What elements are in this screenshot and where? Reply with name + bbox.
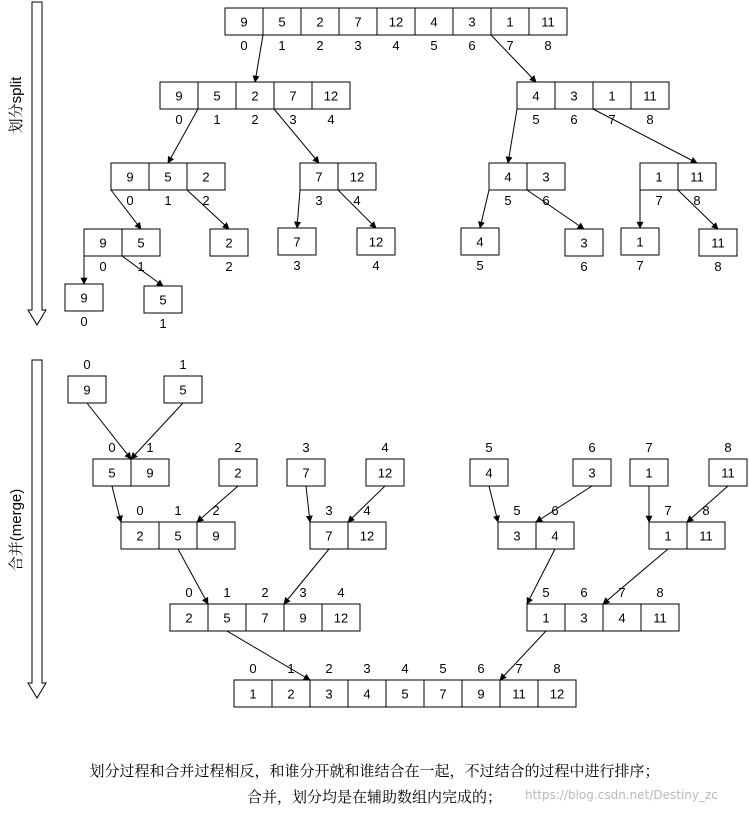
cell-value: 3	[588, 465, 596, 481]
arrow-line	[527, 190, 584, 229]
caption-line-2: 合并，划分均是在辅助数组内完成的；	[246, 788, 502, 806]
cell-index: 7	[636, 258, 644, 273]
cell-index: 4	[327, 112, 335, 127]
cell-value: 9	[80, 290, 88, 306]
cell-index: 5	[542, 585, 550, 600]
cell-value: 7	[293, 234, 301, 250]
cell-value: 5	[278, 14, 286, 30]
merge-direction-arrow	[28, 360, 46, 698]
split-array-9	[278, 228, 316, 273]
cell-value: 1	[542, 610, 550, 626]
split-array-3	[111, 163, 225, 208]
cell-index: 6	[542, 193, 550, 208]
split-array-11	[461, 228, 499, 273]
caption-line-1: 划分过程和合并过程相反，和谁分开就和谁结合在一起，不过结合的过程中进行排序；	[89, 762, 660, 780]
arrow-line	[306, 486, 310, 522]
cell-index: 7	[645, 440, 653, 455]
merge-array-12	[498, 503, 574, 549]
split-array-15	[65, 284, 103, 329]
cell-value: 4	[430, 14, 438, 30]
cell-index: 8	[544, 38, 552, 53]
cell-index: 2	[234, 440, 242, 455]
cell-index: 8	[646, 112, 654, 127]
cell-index: 5	[513, 503, 521, 518]
cell-index: 8	[693, 193, 701, 208]
cell-value: 2	[287, 686, 295, 702]
cell-value: 7	[261, 610, 269, 626]
cell-index: 8	[553, 661, 561, 676]
cell-index: 0	[99, 259, 107, 274]
cell-value: 7	[354, 14, 362, 30]
cell-index: 6	[580, 259, 588, 274]
cell-value: 2	[316, 14, 324, 30]
cell-index: 1	[287, 661, 295, 676]
cell-value: 3	[570, 88, 578, 104]
cell-value: 1	[664, 528, 672, 544]
cell-value: 5	[174, 528, 182, 544]
cell-index: 1	[164, 193, 172, 208]
arrow-line	[168, 109, 198, 163]
merge-array-16	[234, 661, 576, 707]
cell-value: 1	[645, 465, 653, 481]
cell-value: 9	[146, 465, 154, 481]
cell-index: 0	[83, 357, 91, 372]
cell-value: 4	[551, 528, 559, 544]
cell-index: 6	[477, 661, 485, 676]
cell-index: 2	[251, 112, 259, 127]
merge-label: 合并(merge)	[7, 488, 25, 572]
cell-index: 4	[381, 440, 389, 455]
cell-index: 5	[532, 112, 540, 127]
cell-index: 2	[325, 661, 333, 676]
cell-value: 3	[580, 610, 588, 626]
split-array-12	[565, 229, 603, 274]
merge-array-13	[649, 503, 725, 549]
split-array-2	[517, 82, 669, 127]
cell-value: 5	[213, 88, 221, 104]
cell-index: 7	[506, 38, 514, 53]
cell-index: 3	[354, 38, 362, 53]
cell-value: 7	[302, 465, 310, 481]
merge-array-15	[527, 585, 679, 631]
arrow-line	[297, 190, 300, 228]
cell-index: 1	[179, 357, 187, 372]
cell-value: 12	[323, 88, 339, 104]
cell-value: 2	[185, 610, 193, 626]
cell-index: 0	[240, 38, 248, 53]
cell-index: 6	[468, 38, 476, 53]
split-array-16	[144, 286, 182, 331]
cell-value: 3	[325, 686, 333, 702]
cell-value: 5	[179, 382, 187, 398]
split-direction-arrow	[28, 2, 46, 325]
cell-index: 8	[724, 440, 732, 455]
arrow-line	[131, 403, 183, 459]
cell-index: 2	[202, 193, 210, 208]
cell-value: 7	[325, 528, 333, 544]
cell-value: 11	[721, 465, 735, 481]
merge-array-14	[170, 585, 360, 631]
cell-index: 3	[315, 193, 323, 208]
cell-value: 7	[315, 169, 323, 185]
cell-index: 1	[137, 259, 145, 274]
cell-index: 0	[136, 503, 144, 518]
cell-value: 11	[643, 88, 657, 104]
cell-value: 2	[234, 465, 242, 481]
cell-value: 9	[99, 235, 107, 251]
arrow-line	[489, 486, 498, 522]
merge-array-11	[310, 503, 386, 549]
cell-index: 5	[439, 661, 447, 676]
arrow-line	[508, 109, 517, 163]
cell-value: 12	[333, 610, 349, 626]
cell-index: 8	[702, 503, 710, 518]
cell-index: 4	[337, 585, 345, 600]
cell-index: 4	[353, 193, 361, 208]
watermark: https://blog.csdn.net/Destiny_zc	[525, 788, 718, 802]
cell-value: 4	[476, 234, 484, 250]
cell-index: 1	[146, 440, 154, 455]
split-array-8	[210, 229, 248, 274]
arrow-line	[112, 486, 121, 522]
cell-index: 1	[159, 316, 167, 331]
cell-value: 5	[401, 686, 409, 702]
merge-array-8	[630, 440, 668, 486]
cell-index: 6	[570, 112, 578, 127]
cell-value: 9	[83, 382, 91, 398]
cell-index: 5	[485, 440, 493, 455]
split-array-5	[489, 163, 565, 208]
cell-index: 7	[515, 661, 523, 676]
cell-index: 0	[185, 585, 193, 600]
cell-value: 11	[653, 610, 667, 626]
cell-value: 12	[349, 169, 365, 185]
cell-index: 1	[213, 112, 221, 127]
arrow-line	[227, 631, 310, 680]
cell-index: 7	[664, 503, 672, 518]
merge-array-4	[287, 440, 325, 486]
cell-value: 1	[506, 14, 514, 30]
cell-value: 2	[136, 528, 144, 544]
cell-value: 9	[126, 169, 134, 185]
cell-index: 0	[175, 112, 183, 127]
cell-value: 5	[159, 292, 167, 308]
cell-value: 3	[513, 528, 521, 544]
cell-value: 7	[439, 686, 447, 702]
arrow-line	[500, 631, 546, 680]
cell-value: 12	[368, 234, 384, 250]
cell-index: 6	[551, 503, 559, 518]
cell-index: 3	[302, 440, 310, 455]
merge-array-6	[470, 440, 508, 486]
cell-value: 12	[359, 528, 375, 544]
cell-value: 1	[636, 234, 644, 250]
cell-value: 9	[299, 610, 307, 626]
merge-array-1	[164, 357, 202, 403]
cell-value: 11	[541, 14, 555, 30]
split-array-6	[640, 163, 716, 208]
cell-index: 4	[401, 661, 409, 676]
split-array-1	[160, 82, 350, 127]
cell-value: 5	[164, 169, 172, 185]
cell-value: 1	[249, 686, 257, 702]
cell-value: 9	[212, 528, 220, 544]
cell-index: 3	[289, 112, 297, 127]
cell-index: 0	[249, 661, 257, 676]
cell-value: 4	[504, 169, 512, 185]
arrow-line	[480, 190, 489, 228]
cell-value: 12	[388, 14, 404, 30]
merge-array-3	[219, 440, 257, 486]
cell-value: 9	[477, 686, 485, 702]
cell-value: 12	[549, 686, 565, 702]
cell-value: 11	[711, 235, 725, 251]
cell-value: 1	[655, 169, 663, 185]
cell-index: 2	[212, 503, 220, 518]
cell-index: 7	[655, 193, 663, 208]
cell-index: 5	[430, 38, 438, 53]
split-array-10	[357, 228, 395, 273]
merge-array-7	[573, 440, 611, 486]
cell-index: 3	[363, 661, 371, 676]
cell-index: 0	[108, 440, 116, 455]
merge-array-5	[366, 440, 404, 486]
cell-index: 5	[476, 258, 484, 273]
split-array-13	[621, 228, 659, 273]
cell-index: 6	[580, 585, 588, 600]
cell-index: 0	[80, 314, 88, 329]
cell-value: 7	[289, 88, 297, 104]
cell-value: 5	[108, 465, 116, 481]
cell-index: 0	[126, 193, 134, 208]
merge-array-9	[709, 440, 747, 486]
cell-value: 1	[608, 88, 616, 104]
split-array-7	[84, 229, 160, 274]
cell-index: 7	[608, 112, 616, 127]
cell-index: 3	[325, 503, 333, 518]
cell-value: 9	[240, 14, 248, 30]
cell-value: 11	[699, 528, 713, 544]
cell-index: 8	[656, 585, 664, 600]
cell-value: 11	[512, 686, 526, 702]
cell-value: 5	[137, 235, 145, 251]
cell-index: 4	[372, 258, 380, 273]
cell-value: 4	[532, 88, 540, 104]
cell-value: 9	[175, 88, 183, 104]
split-array-4	[300, 163, 376, 208]
arrow-line	[536, 486, 592, 522]
cell-index: 1	[223, 585, 231, 600]
cell-value: 4	[485, 465, 493, 481]
arrow-line	[255, 35, 263, 82]
merge-array-10	[121, 503, 235, 549]
cell-index: 8	[714, 259, 722, 274]
cell-value: 2	[225, 235, 233, 251]
cell-index: 1	[278, 38, 286, 53]
arrow-line	[527, 549, 555, 604]
cell-index: 2	[225, 259, 233, 274]
cell-value: 3	[580, 235, 588, 251]
cell-value: 4	[618, 610, 626, 626]
cell-index: 2	[261, 585, 269, 600]
cell-index: 7	[618, 585, 626, 600]
split-array-14	[699, 229, 737, 274]
cell-index: 2	[316, 38, 324, 53]
arrow-line	[178, 549, 208, 604]
cell-value: 2	[251, 88, 259, 104]
split-label: 划分split	[7, 76, 25, 134]
cell-index: 4	[392, 38, 400, 53]
cell-value: 2	[202, 169, 210, 185]
cell-index: 3	[299, 585, 307, 600]
cell-value: 3	[542, 169, 550, 185]
cell-value: 11	[690, 169, 704, 185]
cell-index: 5	[504, 193, 512, 208]
cell-value: 5	[223, 610, 231, 626]
cell-value: 3	[468, 14, 476, 30]
split-array-0	[225, 8, 567, 53]
merge-array-0	[68, 357, 106, 403]
cell-value: 12	[377, 465, 393, 481]
cell-index: 1	[174, 503, 182, 518]
cell-index: 6	[588, 440, 596, 455]
cell-index: 3	[293, 258, 301, 273]
merge-array-2	[93, 440, 169, 486]
merge-phase	[68, 357, 747, 707]
split-phase	[65, 8, 737, 331]
cell-value: 4	[363, 686, 371, 702]
cell-index: 4	[363, 503, 371, 518]
